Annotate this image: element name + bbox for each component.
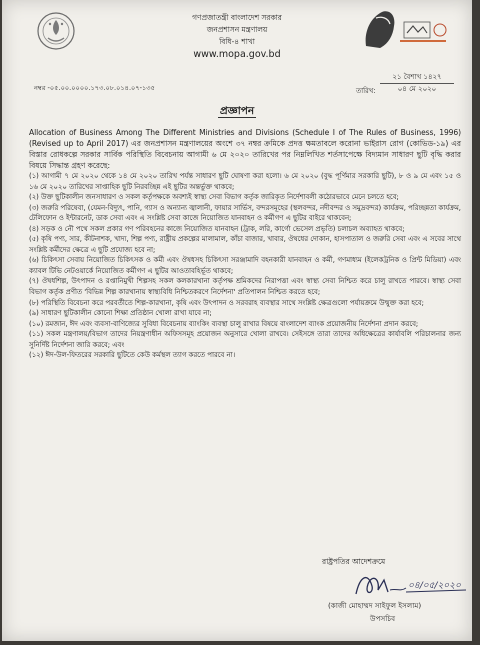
clause-9: (৯) সাধারণ ছুটিকালীন কোনো শিক্ষা প্রতিষ্ঠান খোলা রাখা যাবে না; — [29, 309, 212, 318]
date-bangla: ২১ বৈশাখ ১৪২৭ — [380, 72, 454, 84]
clause-12: (১২) ঈদ-উল-ফিতরের সরকারি ছুটিতে কেউ কর্মস্থল ত্যাগ করতে পারবে না। — [29, 351, 236, 360]
notification-document — [2, 0, 472, 641]
letterhead-ministry: জনপ্রশাসন মন্ত্রণালয় — [206, 25, 268, 34]
signature-date: ০৪/০৫/২০২০ — [408, 581, 461, 591]
clause-10: (১০) রমজান, ঈদ এবং ব্যবসা-বাণিজ্যের সুবিধা বিবেচনায় ব্যাংকিং ব্যবস্থা চালু রাখার বিষয়ে বাংলাদেশ ব্যাংক প্রয়োজনীয় নির্দেশনা প্রদান করবে; — [29, 319, 419, 328]
letterhead — [2, 12, 472, 61]
clause-6: (৬) চিকিৎসা সেবায় নিয়োজিত চিকিৎসক ও কর্মী এবং ঔষধসহ চিকিৎসা সরঞ্জামাদি বহনকারী যানবাহন ও কর্মী, গণমাধ্যম (ইলেকট্রনিক ও প্রিন্ট মিডিয়া) এবং ক্যাবল টিভি নেটওয়ার্কে নিয়োজিত কর্মীগণ এ ছুটির আওতাবহির্ভূত থাকবে; — [29, 256, 461, 275]
clause-1: (১) আগামী ৭ মে ২০২০ থেকে ১৪ মে ২০২০ তারিখ পর্যন্ত সাধারণ ছুটি ঘোষণা করা হলো। ৬ মে ২০২০ (বুদ্ধ পূর্ণিমার সরকারি ছুটি), ৮ ও ৯ মে এবং ১৫ ও ১৬ মে ২০২০ তারিখের সাপ্তাহিক ছুটি নিরবচ্ছিন্ন এই ছুটির অন্তর্ভুক্ত থাকবে; — [29, 172, 461, 191]
document-title — [2, 104, 472, 121]
presidential-order-line: রাষ্ট্রপতির আদেশক্রমে — [322, 557, 386, 566]
document-body — [29, 127, 461, 361]
date-block — [380, 72, 454, 95]
letterhead-website: www.mopa.gov.bd — [193, 49, 281, 60]
letterhead-section: বিধি-৪ শাখা — [219, 37, 255, 46]
signatory-name: (কাজী মোহাম্মদ সাইফুল ইসলাম) — [328, 601, 422, 610]
clause-2: (২) উক্ত ছুটিকালীন জনসাধারণ ও সকল কর্তৃপক্ষকে অবশ্যই স্বাস্থ্য সেবা বিভাগ কর্তৃক জারিকৃত নির্দেশাবলী কঠোরভাবে মেনে চলতে হবে; — [29, 193, 399, 202]
clause-4: (৪) সড়ক ও নৌ পথে সকল প্রকার গণ পরিবহনের কাজে নিয়োজিত যানবাহন (ট্রাক, লরি, কার্গো ভেসেল প্রভৃতি) চলাচল অব্যাহত থাকবে; — [29, 224, 405, 233]
signatory-designation: উপসচিব — [370, 614, 396, 623]
clause-8: (৮) পরিস্থিতি বিবেচনা করে পরবর্তীতে শিল্প-কারখানা, কৃষি এবং উৎপাদন ও সরবরাহ ব্যবস্থার সাথে সংশ্লিষ্ট ক্ষেত্রগুলো পর্যায়ক্রমে উন্মুক্ত করা হবে; — [29, 298, 424, 307]
letterhead-government: গণপ্রজাতন্ত্রী বাংলাদেশ সরকার — [192, 13, 282, 22]
clause-7: (৭) ঔষধশিল্প, উৎপাদন ও রপ্তানিমুখী শিল্পসহ সকল কলকারখানা কর্তৃপক্ষ শ্রমিকদের নিরাপত্তা এবং স্বাস্থ্য সেবা নিশ্চিত করে চালু রাখতে পারবে। স্বাস্থ্য সেবা বিভাগ কর্তৃক প্রণীত 'বিভিন্ন শিল্প কারখানায় স্বাস্থ্যবিধি নিশ্চিতকরণে নির্দেশনা' প্রতিপালন নিশ্চিত করতে হবে; — [29, 277, 461, 297]
clause-5: (৫) কৃষি পণ্য, সার, কীটনাশক, খাদ্য, শিল্প পণ্য, রাষ্ট্রীয় প্রকল্পের মালামাল, কাঁচা বাজার, খাবার, ঔষধের দোকান, হাসপাতাল ও জরুরি সেবা এবং এ সবের সাথে সংশ্লিষ্ট কর্মীদের ক্ষেত্রে এ ছুটি প্রযোজ্য হবে না; — [29, 235, 461, 254]
date-label: তারিখ: — [356, 87, 376, 95]
document-title-text: প্রজ্ঞাপন — [219, 105, 255, 117]
intro-paragraph: Allocation of Business Among The Different Ministries and Divisions (Schedule I of The Rules of Business, 1996) (Revised up to April 2017) এর জনপ্রশাসন মন্ত্রণালয়ের অংশে ৩৭ নম্বর ক্রমিকে প্রদত্ত ক্ষমতাবলে করোনা ভাইরাস রোগ (কোভিড-১৯) এর বিস্তার রোধকল্পে সরকার সার্বিক পরিস্থিতি বিবেচনায় আগামী ৬ মে ২০২০ তারিখের পর নিম্নলিখিত শর্তসাপেক্ষে বিদ্যমান সাধারণ ছুটি বৃদ্ধি করার বিষয়ে সিদ্ধান্ত গ্রহণ করেছে: — [29, 128, 461, 170]
clause-11: (১১) সকল মন্ত্রণালয়/বিভাগ তাদের নিয়ন্ত্রণাধীন অফিসসমূহ প্রয়োজন অনুসারে খোলা রাখবে। সেইসঙ্গে তারা তাদের অধিক্ষেত্রের কার্যাবলি পরিচালনার জন্য সুনির্দিষ্ট নির্দেশনা জারি করবে; এবং — [29, 330, 461, 349]
date-english: ০৪ মে ২০২০ — [397, 85, 437, 93]
handwritten-signature — [350, 568, 470, 602]
clause-3: (৩) জরুরি পরিষেবা, (যেমন-বিদ্যুৎ, পানি, গ্যাস ও অন্যান্য জ্বালানী, ফায়ার সার্ভিস, বন্দরসমূহের (স্থলবন্দর, নদীবন্দর ও সমুদ্রবন্দর) কার্যক্রম, পরিচ্ছন্নতা কার্যক্রম, টেলিফোন ও ইন্টারনেট, ডাক সেবা এবং এ সংশ্লিষ্ট সেবা কাজে নিয়োজিত যানবাহন ও কর্মীগণ এ ছুটির বাইরে থাকবেন; — [29, 203, 461, 223]
reference-number: নম্বর -০৫.০০.০০০০.১৭৩.০৮.০১৪.০৭-১৩৫ — [34, 84, 155, 92]
